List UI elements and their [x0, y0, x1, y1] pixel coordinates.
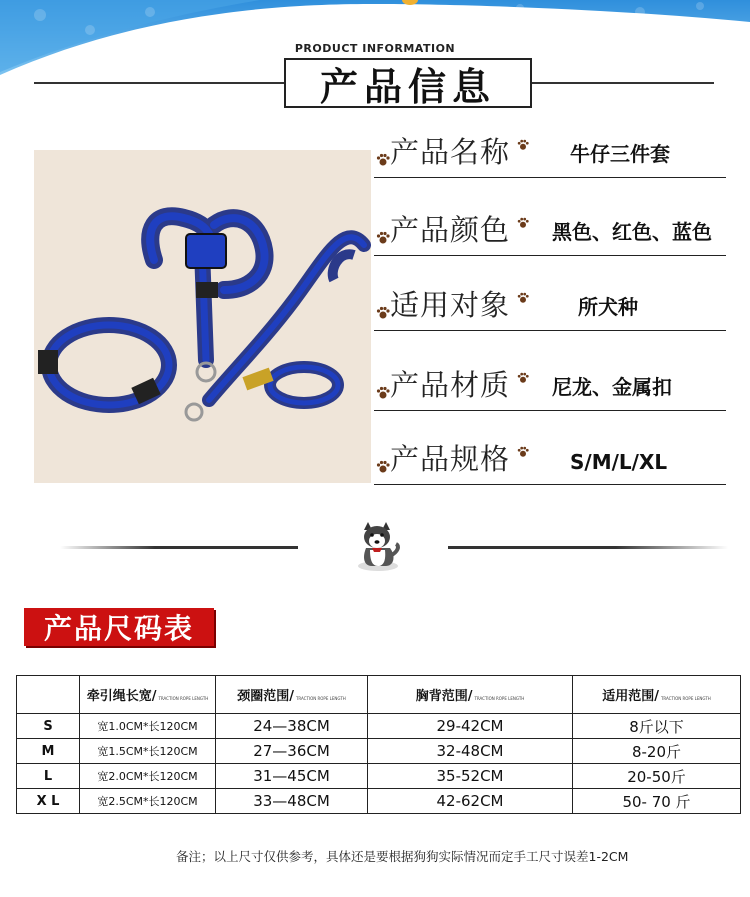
size-cell: L [17, 764, 80, 789]
harness-set-illustration [34, 150, 371, 483]
dog-icon [352, 520, 404, 574]
fit-cell: 8-20斤 [573, 739, 741, 764]
info-label-material: 产品材质 [390, 368, 511, 402]
divider-left [60, 546, 298, 549]
paw-icon [376, 386, 390, 400]
paw-icon [376, 460, 390, 474]
size-table-header [17, 676, 741, 714]
product-photo [34, 150, 371, 483]
divider-right [448, 546, 728, 549]
info-value-name: 牛仔三件套 [570, 142, 670, 166]
table-row [17, 714, 741, 739]
leash-cell: 宽2.0CM*长120CM [80, 764, 216, 789]
info-value-color: 黑色、红色、蓝色 [552, 220, 712, 244]
info-label-target: 适用对象 [390, 288, 511, 322]
table-row [17, 764, 741, 789]
page-title: 产品信息 [284, 58, 532, 108]
chest-cell: 35-52CM [368, 764, 573, 789]
info-value-target: 所犬种 [578, 295, 638, 319]
leash-cell: 宽1.5CM*长120CM [80, 739, 216, 764]
fit-cell: 20-50斤 [573, 764, 741, 789]
info-row-material [374, 340, 726, 411]
product-information-kicker: PRODUCT INFORMATION [294, 42, 456, 55]
paw-icon [376, 153, 390, 167]
paw-icon [517, 139, 529, 151]
header-fit: 适用范围/ TRACTION ROPE LENGTH [573, 676, 741, 714]
info-label-spec: 产品规格 [390, 442, 511, 476]
table-row [17, 739, 741, 764]
neck-cell: 33—48CM [216, 789, 368, 814]
size-table [16, 675, 741, 814]
paw-icon [517, 372, 529, 384]
info-row-target [374, 260, 726, 331]
size-cell: M [17, 739, 80, 764]
title-rule-right [532, 82, 714, 84]
paw-icon [517, 217, 529, 229]
info-row-color [374, 185, 726, 256]
paw-icon [517, 292, 529, 304]
size-note: 备注；以上尺寸仅供参考，具体还是要根据狗狗实际情况而定手工尺寸误差1-2CM [176, 849, 629, 864]
info-label-name: 产品名称 [390, 135, 511, 169]
fit-cell: 50- 70 斤 [573, 789, 741, 814]
paw-icon [517, 446, 529, 458]
chest-cell: 42-62CM [368, 789, 573, 814]
info-label-color: 产品颜色 [390, 213, 511, 247]
neck-cell: 31—45CM [216, 764, 368, 789]
size-cell: X L [17, 789, 80, 814]
info-row-name [374, 107, 726, 178]
table-row [17, 789, 741, 814]
header-neck: 颈圈范围/ TRACTION ROPE LENGTH [216, 676, 368, 714]
paw-icon [376, 306, 390, 320]
neck-cell: 24—38CM [216, 714, 368, 739]
neck-cell: 27—36CM [216, 739, 368, 764]
fit-cell: 8斤以下 [573, 714, 741, 739]
title-rule-left [34, 82, 284, 84]
header-leash: 牵引绳长宽/ TRACTION ROPE LENGTH [80, 676, 216, 714]
info-value-material: 尼龙、金属扣 [552, 375, 672, 399]
leash-cell: 宽1.0CM*长120CM [80, 714, 216, 739]
header-size [17, 676, 80, 714]
header-chest: 胸背范围/ TRACTION ROPE LENGTH [368, 676, 573, 714]
leash-cell: 宽2.5CM*长120CM [80, 789, 216, 814]
size-cell: S [17, 714, 80, 739]
chest-cell: 32-48CM [368, 739, 573, 764]
size-chart-title: 产品尺码表 [24, 608, 214, 646]
chest-cell: 29-42CM [368, 714, 573, 739]
info-value-spec: S/M/L/XL [570, 450, 668, 474]
info-row-spec [374, 414, 726, 485]
paw-icon [376, 231, 390, 245]
